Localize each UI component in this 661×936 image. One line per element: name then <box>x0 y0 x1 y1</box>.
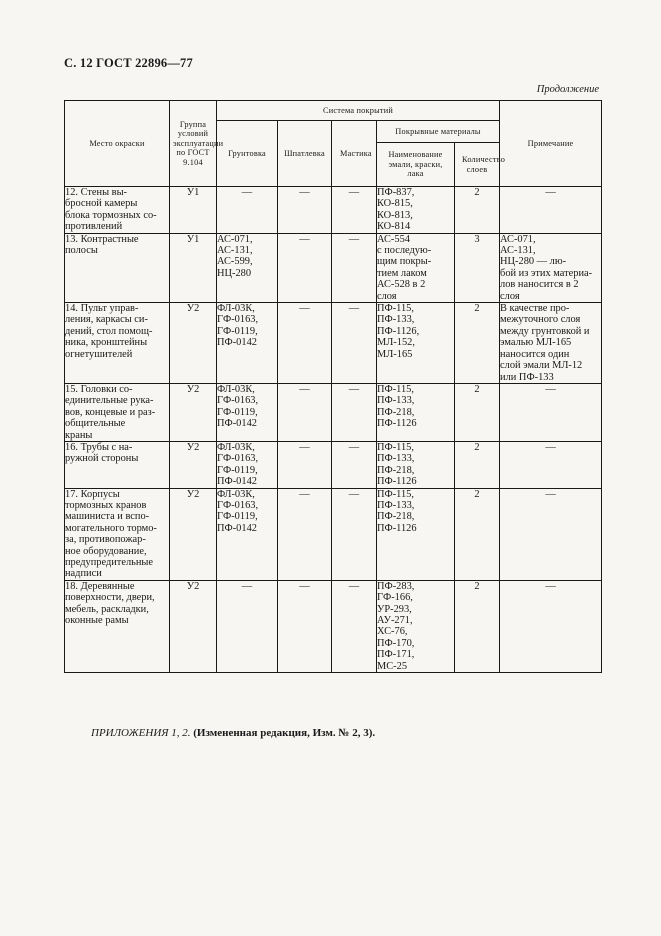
cell-putty: — <box>278 383 332 441</box>
cell-place <box>65 580 170 672</box>
cell-line: ПФ-837, <box>377 187 415 198</box>
table-row <box>65 233 602 302</box>
continued-label: Продолжение <box>536 84 599 95</box>
cell-note <box>500 187 602 234</box>
cell-line: краны <box>65 429 93 441</box>
cell-line: В качестве про- <box>500 303 570 315</box>
cell-mastic: — <box>332 441 377 488</box>
cell-line: ПФ-0142 <box>217 522 257 534</box>
table-body <box>65 187 602 673</box>
cell-place <box>65 233 170 302</box>
cell-layers: 2 <box>455 303 500 384</box>
cell-line: ника, кронштейны <box>65 337 148 349</box>
table-row <box>65 441 602 488</box>
appendix-reference: ПРИЛОЖЕНИЯ 1, 2. <box>91 727 191 739</box>
cell-line: НЦ-280 — лю- <box>500 256 567 268</box>
cell-line: тием лаком <box>377 267 427 279</box>
cell-note <box>500 580 602 672</box>
cell-primer <box>217 187 278 234</box>
cell-primer <box>217 488 278 580</box>
cell-line: ПФ-0142 <box>217 418 257 430</box>
cell-line: ПФ-218, <box>377 406 415 418</box>
cell-line: ГФ-0163, <box>217 453 259 465</box>
cell-line: общительные <box>65 418 126 430</box>
amendment-note: (Измененная редакция, Изм. № 2, 3). <box>193 727 376 739</box>
cell-line: АС-528 в 2 <box>377 279 426 291</box>
header-mastic: Мастика <box>332 121 377 187</box>
cell-primer <box>217 441 278 488</box>
header-note: Примечание <box>500 101 602 187</box>
cell-line: КО-814 <box>377 221 411 233</box>
cell-group: У2 <box>170 488 217 580</box>
cell-line: ФЛ-03К, <box>217 488 255 500</box>
cell-line: между грунтовкой и <box>500 325 590 337</box>
cell-line: АУ-271, <box>377 615 413 627</box>
cell-group: У1 <box>170 233 217 302</box>
cell-line: 18. Деревянные <box>65 580 135 592</box>
cell-line: 14. Пульт управ- <box>65 303 139 315</box>
cell-line: ПФ-115, <box>377 383 414 395</box>
cell-line: ружной стороны <box>65 453 139 465</box>
cell-line: поверхности, двери, <box>65 592 155 604</box>
cell-mastic: — <box>332 233 377 302</box>
cell-line: бой из этих материа- <box>500 267 593 279</box>
cell-line: единительные рука- <box>65 395 154 407</box>
cell-line: ГФ-0119, <box>217 464 258 476</box>
cell-line: предупредительные <box>65 557 154 568</box>
cell-line: ПФ-170, <box>377 637 415 649</box>
cell-line: АС-071, <box>217 233 253 245</box>
cell-line: — <box>545 383 556 395</box>
cell-line: вов, концевые и раз- <box>65 406 156 418</box>
cell-line: ПФ-115, <box>377 303 414 315</box>
cell-name <box>377 441 455 488</box>
cell-primer <box>217 383 278 441</box>
cell-name <box>377 580 455 672</box>
cell-layers: 2 <box>455 383 500 441</box>
cell-layers: 3 <box>455 233 500 302</box>
cell-line: слой эмали МЛ-12 <box>500 360 583 372</box>
cell-line: ПФ-171, <box>377 649 415 661</box>
cell-line: ПФ-0142 <box>217 476 257 488</box>
cell-layers: 2 <box>455 441 500 488</box>
cell-place <box>65 383 170 441</box>
cell-putty: — <box>278 303 332 384</box>
cell-primer <box>217 580 278 672</box>
cell-line: ПФ-133, <box>377 314 415 326</box>
cell-line: ГФ-0163, <box>217 395 259 407</box>
cell-name <box>377 187 455 234</box>
cell-line: ПФ-133, <box>377 453 415 465</box>
cell-group: У2 <box>170 383 217 441</box>
cell-mastic: — <box>332 187 377 234</box>
cell-line: 15. Головки со- <box>65 383 133 395</box>
cell-line: НЦ-280 <box>217 267 252 279</box>
cell-line: ГФ-0163, <box>217 314 259 326</box>
cell-line: ПФ-1126 <box>377 476 417 488</box>
cell-line: надписи <box>65 568 102 580</box>
header-putty: Шпатлевка <box>278 121 332 187</box>
table-row <box>65 488 602 580</box>
page-title: С. 12 ГОСТ 22896—77 <box>64 56 193 70</box>
cell-line: ПФ-218, <box>377 464 415 476</box>
cell-line: мебель, раскладки, <box>65 603 149 615</box>
header-materials: Покрывные материалы <box>377 121 500 143</box>
cell-group: У2 <box>170 303 217 384</box>
cell-line: или ПФ-133 <box>500 371 554 383</box>
cell-line: ГФ-0119, <box>217 406 258 418</box>
cell-line: — <box>545 187 556 198</box>
cell-name <box>377 488 455 580</box>
cell-primer <box>217 233 278 302</box>
cell-place <box>65 187 170 234</box>
cell-primer <box>217 303 278 384</box>
cell-name <box>377 303 455 384</box>
cell-place <box>65 441 170 488</box>
paint-system-table <box>64 100 602 673</box>
table-row <box>65 383 602 441</box>
cell-line: за, противопожар- <box>65 534 146 546</box>
cell-note <box>500 303 602 384</box>
cell-line: АС-554 <box>377 233 410 245</box>
cell-line: 12. Стены вы- <box>65 187 128 198</box>
cell-line: ФЛ-03К, <box>217 441 255 453</box>
cell-line: ПФ-218, <box>377 511 415 523</box>
cell-line: тормозных кранов <box>65 499 147 511</box>
cell-group: У2 <box>170 441 217 488</box>
cell-line: ПФ-283, <box>377 580 415 592</box>
cell-line: бросной камеры <box>65 198 138 210</box>
cell-line: оконные рамы <box>65 615 129 627</box>
cell-line: ПФ-1126 <box>377 418 417 430</box>
cell-line: ПФ-115, <box>377 488 414 500</box>
cell-place <box>65 488 170 580</box>
cell-name <box>377 233 455 302</box>
table-row <box>65 303 602 384</box>
cell-line: 13. Контрастные <box>65 233 139 245</box>
cell-mastic: — <box>332 488 377 580</box>
header-primer: Грунтовка <box>217 121 278 187</box>
cell-line: ПФ-0142 <box>217 337 257 349</box>
cell-line: противлений <box>65 221 123 233</box>
cell-line: слоя <box>500 290 520 302</box>
cell-line: — <box>545 488 556 500</box>
cell-line: ГФ-0163, <box>217 499 259 511</box>
cell-line: межуточного слоя <box>500 314 581 326</box>
cell-line: АС-071, <box>500 233 536 245</box>
cell-note <box>500 233 602 302</box>
cell-line: щим покры- <box>377 256 432 268</box>
cell-putty: — <box>278 233 332 302</box>
cell-line: УР-293, <box>377 603 412 615</box>
cell-line: полосы <box>65 245 98 257</box>
cell-line: КО-815, <box>377 198 413 210</box>
cell-line: ФЛ-03К, <box>217 383 255 395</box>
table-row <box>65 187 602 234</box>
cell-name <box>377 383 455 441</box>
header-group: Группа условий эксплуатации по ГОСТ 9.104 <box>170 101 217 187</box>
cell-line: КО-813, <box>377 209 413 221</box>
cell-putty: — <box>278 580 332 672</box>
cell-line: МЛ-165 <box>377 348 413 360</box>
header-place: Место окраски <box>65 101 170 187</box>
cell-line: МЛ-152, <box>377 337 415 349</box>
table-row <box>65 580 602 672</box>
cell-line: машиниста и вспо- <box>65 511 150 523</box>
cell-line: ГФ-0119, <box>217 511 258 523</box>
cell-line: слоя <box>377 290 397 302</box>
cell-mastic: — <box>332 383 377 441</box>
header-system: Система покрытий <box>217 101 500 121</box>
cell-line: — <box>545 580 556 592</box>
cell-group: У2 <box>170 580 217 672</box>
cell-line: эмалью МЛ-165 <box>500 337 572 349</box>
cell-line: АС-131, <box>217 245 253 257</box>
cell-line: — <box>241 580 253 592</box>
cell-putty: — <box>278 187 332 234</box>
cell-line: ФЛ-03К, <box>217 303 255 315</box>
cell-putty: — <box>278 488 332 580</box>
cell-line: — <box>545 441 556 453</box>
cell-line: ления, каркасы си- <box>65 314 148 326</box>
appendix-note <box>91 727 375 739</box>
cell-line: наносится один <box>500 348 570 360</box>
cell-line: лов наносится в 2 <box>500 279 579 291</box>
cell-line: ГФ-0119, <box>217 325 258 337</box>
cell-layers: 2 <box>455 488 500 580</box>
header-layers: Количество слоев <box>455 143 500 187</box>
cell-note <box>500 488 602 580</box>
cell-note <box>500 383 602 441</box>
cell-note <box>500 441 602 488</box>
cell-line: дений, стол помощ- <box>65 325 153 337</box>
cell-layers: 2 <box>455 187 500 234</box>
cell-line: ХС-76, <box>377 626 408 638</box>
cell-line: — <box>241 187 253 198</box>
cell-line: ПФ-115, <box>377 441 414 453</box>
cell-line: ПФ-133, <box>377 395 415 407</box>
cell-line: огнетушителей <box>65 348 133 360</box>
cell-line: АС-599, <box>217 256 253 268</box>
header-name: Наименование эмали, краски, лака <box>377 143 455 187</box>
cell-mastic: — <box>332 580 377 672</box>
cell-layers: 2 <box>455 580 500 672</box>
cell-line: ное оборудование, <box>65 545 147 557</box>
cell-line: ПФ-1126 <box>377 522 417 534</box>
cell-line: АС-131, <box>500 245 536 257</box>
cell-place <box>65 303 170 384</box>
cell-line: могательного тормо- <box>65 522 157 534</box>
cell-line: блока тормозных со- <box>65 209 157 221</box>
cell-line: МС-25 <box>377 660 408 672</box>
cell-line: ПФ-1126, <box>377 325 420 337</box>
cell-line: ПФ-133, <box>377 499 415 511</box>
cell-line: ГФ-166, <box>377 592 413 604</box>
cell-mastic: — <box>332 303 377 384</box>
cell-putty: — <box>278 441 332 488</box>
cell-line: с последую- <box>377 245 432 257</box>
cell-line: 16. Трубы с на- <box>65 441 133 453</box>
cell-group: У1 <box>170 187 217 234</box>
cell-line: 17. Корпусы <box>65 488 120 500</box>
